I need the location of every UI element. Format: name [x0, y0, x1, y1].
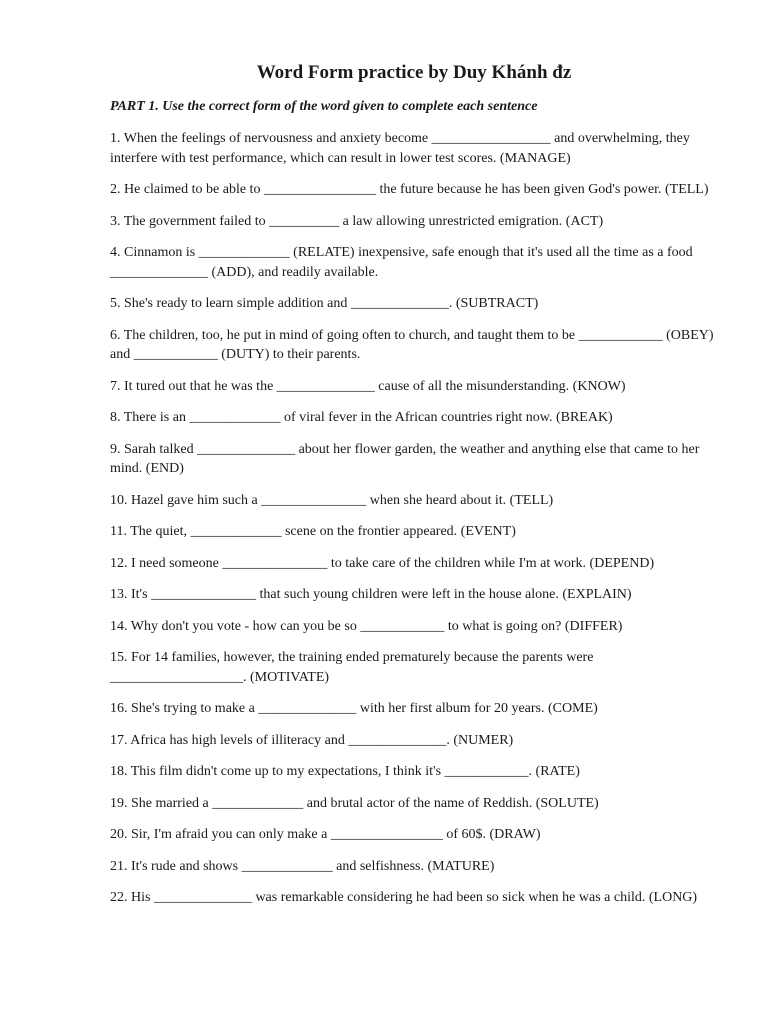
exercise-item: 16. She's trying to make a ______________ with her first album for 20 years. (COME)	[110, 701, 598, 716]
exercise-item: 5. She's ready to learn simple addition and ______________. (SUBTRACT)	[110, 296, 539, 311]
part-heading: PART 1. Use the correct form of the word given to complete each sentence	[110, 99, 538, 114]
exercise-item: 20. Sir, I'm afraid you can only make a ________________ of 60$. (DRAW)	[110, 827, 541, 842]
exercise-item: 18. This film didn't come up to my expectations, I think it's ____________. (RATE)	[110, 764, 580, 779]
exercise-item: 21. It's rude and shows _____________ and selfishness. (MATURE)	[110, 858, 495, 874]
exercise-item: 10. Hazel gave him such a _______________ when she heard about it. (TELL)	[110, 492, 554, 508]
exercise-item: 15. For 14 families, however, the training ended prematurely because the parents were ___________________. (MOTIVATE)	[110, 650, 594, 685]
exercise-item: 22. His ______________ was remarkable considering he had been so sick when he was a child. (LONG)	[110, 890, 698, 905]
exercise-item: 12. I need someone _______________ to take care of the children while I'm at work. (DEPEND)	[110, 555, 655, 571]
exercise-item: 13. It's _______________ that such young children were left in the house alone. (EXPLAIN)	[110, 587, 632, 602]
exercise-item: 6. The children, too, he put in mind of going often to church, and taught them to be ____________ (OBEY) and ____________ (DUTY) to their parents.	[110, 327, 714, 362]
exercise-item: 8. There is an _____________ of viral fever in the African countries right now. (BREAK)	[110, 410, 613, 425]
document-title: Word Form practice by Duy Khánh đz	[256, 62, 572, 83]
exercise-item: 7. It tured out that he was the ______________ cause of all the misunderstanding. (KNOW)	[110, 378, 626, 394]
exercise-item: 14. Why don't you vote - how can you be so ____________ to what is going on? (DIFFER)	[110, 618, 623, 634]
exercise-item: 11. The quiet, _____________ scene on the frontier appeared. (EVENT)	[110, 524, 516, 539]
exercise-item: 19. She married a _____________ and brutal actor of the name of Reddish. (SOLUTE)	[110, 795, 599, 811]
document-page	[110, 62, 718, 920]
exercise-list	[110, 129, 718, 908]
exercise-item: 2. He claimed to be able to ________________ the future because he has been given God's power. (TELL)	[110, 182, 709, 197]
exercise-item: 9. Sarah talked ______________ about her flower garden, the weather and anything else that came to her mind. (END)	[110, 441, 700, 476]
exercise-item: 17. Africa has high levels of illiteracy and ______________. (NUMER)	[110, 732, 514, 748]
exercise-item: 3. The government failed to __________ a law allowing unrestricted emigration. (ACT)	[110, 213, 604, 229]
exercise-item: 1. When the feelings of nervousness and anxiety become _________________ and overwhelming, they interfere with test performance, which can result in lower test scores. (MANAGE)	[110, 131, 690, 166]
exercise-item: 4. Cinnamon is _____________ (RELATE) inexpensive, safe enough that it's used all the time as a food ______________ (ADD), and readily available.	[110, 245, 693, 280]
